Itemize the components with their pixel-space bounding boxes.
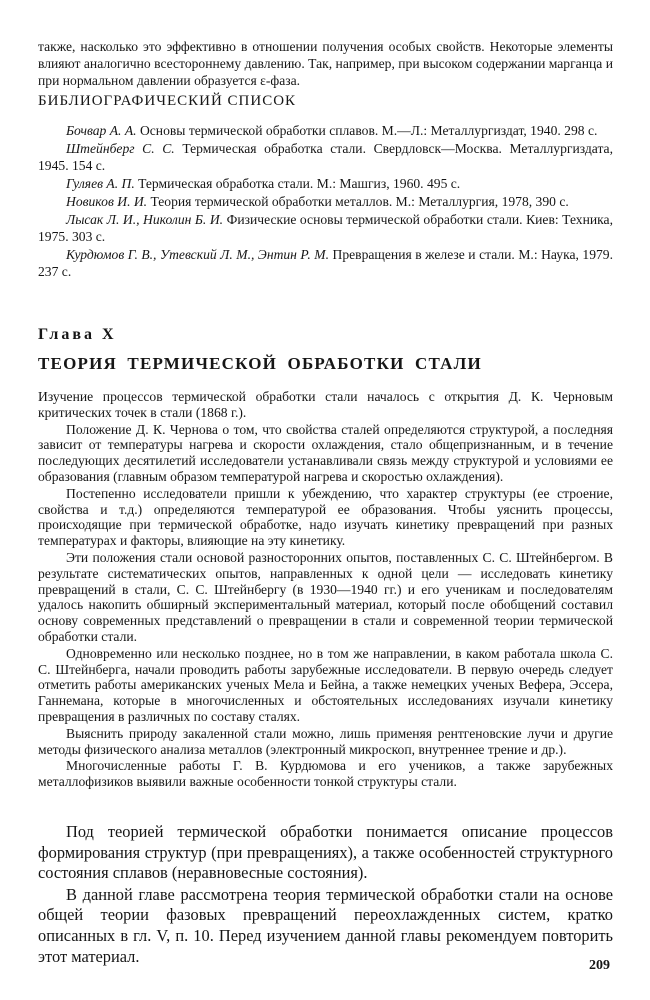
main-text-section: [38, 822, 613, 968]
bibliography-entry: [38, 122, 613, 139]
entry-author: Штейнберг С. С.: [66, 141, 175, 156]
chapter-label: Глава X: [38, 326, 117, 343]
page-number: 209: [589, 958, 610, 973]
entry-author: Лысак Л. И., Николин Б. И.: [66, 212, 224, 227]
small-paragraph: Эти положения стали основой разносторонних опытов, поставленных С. С. Штейнбергом. В результате систематических опытов, направленных к одной цели — исследовать кинетику превращений в стали, С. С. Штейнбергу (в 1930—1940 гг.) и его ученикам и последователям удалось накопить обширный экспериментальный материал, который после обобщений составил основу современных представлений о превращении в стали и современной теории термической обработки стали.: [38, 549, 613, 644]
bibliography-entry: [38, 140, 613, 174]
entry-author: Гуляев А. П.: [66, 176, 135, 191]
main-paragraph: В данной главе рассмотрена теория термической обработки стали на основе общей теории фазовых превращений переохлажденных систем, кратко описанных в гл. V, п. 10. Перед изучением данной главы рекомендуем повторить этот материал.: [38, 884, 613, 966]
entry-author: Новиков И. И.: [66, 194, 148, 209]
intro-text: также, насколько это эффективно в отношении получения особых свойств. Некоторые элементы влияют аналогично всестороннему давлению. Так, например, при высоком содержании марганца и при нормальном давлении образуется ε-фаза.: [38, 39, 613, 88]
entry-details: Термическая обработка стали. М.: Машгиз, 1960. 495 с.: [134, 176, 461, 191]
small-paragraph: Постепенно исследователи пришли к убеждению, что характер структуры (ее строение, свойства и т.д.) определяются температурой ее образования. Чтобы уяснить процессы, происходящие при термической обработке, надо изучать кинетику превращений при разных температурах и факторы, влияющие на эту кинетику.: [38, 485, 613, 549]
small-paragraph: Положение Д. К. Чернова о том, что свойства сталей определяются структурой, а последняя зависит от температуры нагрева и скорости охлаждения, стало общепризнанным, и в течение последующих десятилетий исследователи устанавливали связь между структурой и условиями ее образования (главным образом температурой нагрева и скоростью охлаждения).: [38, 421, 613, 484]
bibliography-heading: БИБЛИОГРАФИЧЕСКИЙ СПИСОК: [38, 93, 297, 109]
bibliography-entry: [38, 246, 613, 280]
bibliography-entry: [38, 193, 613, 210]
main-paragraph: Под теорией термической обработки понимается описание процессов формирования структур (при превращениях), а также особенностей структурного состояния сплавов (неравновесные состояния).: [38, 822, 613, 883]
small-paragraph: Одновременно или несколько позднее, но в том же направлении, в каком работала школа С. С. Штейнберга, начали проводить работы зарубежные исследователи. В первую очередь следует отметить работы американских ученых Мела и Бейна, а также немецких ученых Вефера, Эссера, Ганнемана, которые в многочисленных и обстоятельных исследованиях изучали кинетику превращения в различных по составу сталях.: [38, 645, 613, 724]
entry-details: Теория термической обработки металлов. М.: Металлургия, 1978, 390 с.: [147, 194, 569, 209]
entry-details: Физические основы термической обработки стали. Киев: Техника, 1975. 303 с.: [38, 212, 613, 244]
entry-details: Превращения в железе и стали. М.: Наука, 1979. 237 с.: [38, 247, 613, 279]
small-print-section: [38, 389, 613, 791]
entry-author: Курдюмов Г. В., Утевский Л. М., Энтин Р. М.: [66, 247, 330, 262]
entry-author: Бочвар А. А.: [66, 123, 137, 138]
entry-details: Термическая обработка стали. Свердловск—Москва. Металлургиздата, 1945. 154 с.: [38, 141, 613, 173]
bibliography-list: [38, 122, 613, 281]
bibliography-entry: [38, 211, 613, 245]
bibliography-entry: [38, 175, 613, 192]
small-paragraph: Изучение процессов термической обработки стали началось с открытия Д. К. Черновым критических точек в стали (1868 г.).: [38, 389, 613, 420]
small-paragraph: Выяснить природу закаленной стали можно, лишь применяя рентгеновские лучи и другие методы физического анализа металлов (электронный микроскоп, внутреннее трение и др.).: [38, 725, 613, 757]
intro-paragraph: [38, 38, 613, 89]
small-paragraph: Многочисленные работы Г. В. Курдюмова и его учеников, а также зарубежных металлофизиков выявили важные особенности тонкой структуры стали.: [38, 758, 613, 790]
chapter-title: ТЕОРИЯ ТЕРМИЧЕСКОЙ ОБРАБОТКИ СТАЛИ: [38, 354, 482, 373]
entry-details: Основы термической обработки сплавов. М.—Л.: Металлургиздат, 1940. 298 с.: [136, 123, 598, 138]
